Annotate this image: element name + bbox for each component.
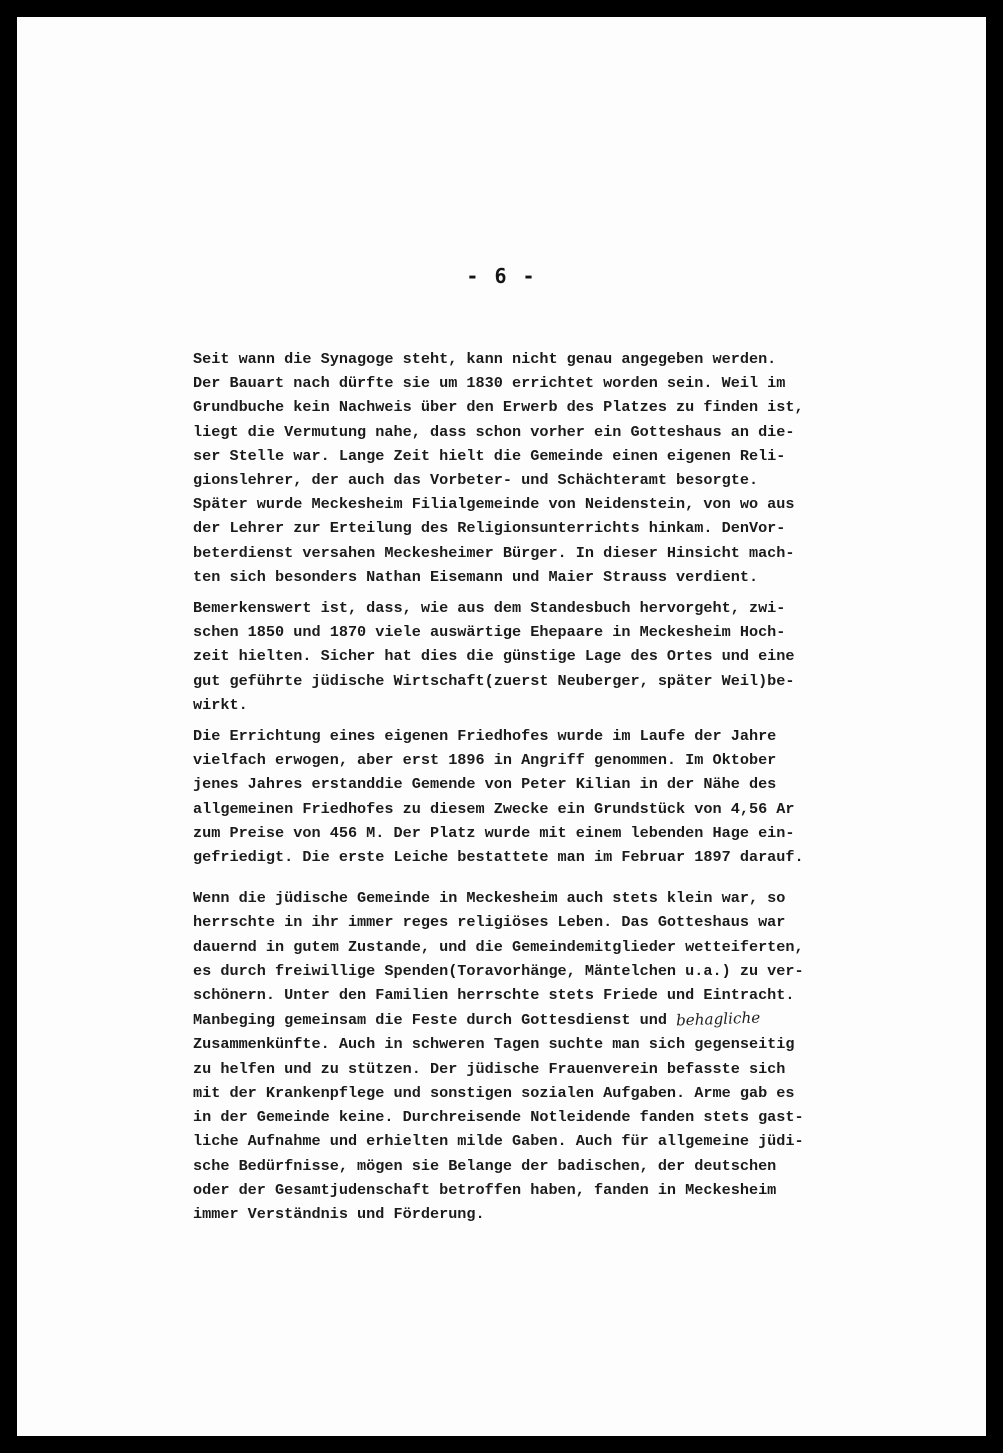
text-line: zeit hielten. Sicher hat dies die günstige Lage des Ortes und eine <box>193 647 795 666</box>
text-line: gionslehrer, der auch das Vorbeter- und Schächteramt besorgte. <box>193 471 759 490</box>
text-line: sche Bedürfnisse, mögen sie Belange der badischen, der deutschen <box>193 1156 777 1175</box>
text-line: Der Bauart nach dürfte sie um 1830 errichtet worden sein. Weil im <box>193 374 786 393</box>
text-line: ten sich besonders Nathan Eisemann und Maier Strauss verdient. <box>193 567 759 586</box>
text-line: dauernd in gutem Zustande, und die Gemeindemitglieder wetteiferten, <box>193 937 804 956</box>
text-line: allgemeinen Friedhofes zu diesem Zwecke ein Grundstück von 4,56 Ar <box>193 799 795 818</box>
text-line: mit der Krankenpflege und sonstigen sozialen Aufgaben. Arme gab es <box>193 1083 795 1102</box>
typewritten-body <box>193 347 953 1226</box>
text-line: Später wurde Meckesheim Filialgemeinde von Neidenstein, von wo aus <box>193 495 795 514</box>
text-line: der Lehrer zur Erteilung des Religionsunterrichts hinkam. DenVor- <box>193 519 786 538</box>
paragraph-weddings <box>193 596 953 717</box>
text-line: oder der Gesamtjudenschaft betroffen haben, fanden in Meckesheim <box>193 1180 777 1199</box>
text-line: Bemerkenswert ist, dass, wie aus dem Standesbuch hervorgeht, zwi- <box>193 599 786 618</box>
text-line: zu helfen und zu stützen. Der jüdische Frauenverein befasste sich <box>193 1059 786 1078</box>
text-line: gefriedigt. Die erste Leiche bestattete man im Februar 1897 darauf. <box>193 848 804 867</box>
paragraph-gap <box>193 869 953 886</box>
text-line: in der Gemeinde keine. Durchreisende Notleidende fanden stets gast- <box>193 1108 804 1127</box>
text-line: Die Errichtung eines eigenen Friedhofes wurde im Laufe der Jahre <box>193 727 777 746</box>
text-line: es durch freiwillige Spenden(Toravorhänge, Mäntelchen u.a.) zu ver- <box>193 961 804 980</box>
text-line: zum Preise von 456 M. Der Platz wurde mit einem lebenden Hage ein- <box>193 823 795 842</box>
text-line-with-insert <box>193 1007 953 1032</box>
text-line: jenes Jahres erstanddie Gemende von Peter Kilian in der Nähe des <box>193 775 777 794</box>
text-line: liegt die Vermutung nahe, dass schon vorher ein Gotteshaus an die- <box>193 422 795 441</box>
text-line: gut geführte jüdische Wirtschaft(zuerst Neuberger, später Weil)be- <box>193 671 795 690</box>
text-line: beterdienst versahen Meckesheimer Bürger. In dieser Hinsicht mach- <box>193 543 795 562</box>
paragraph-gap <box>193 717 953 724</box>
paragraph-community-life <box>193 886 953 1226</box>
text-line: Grundbuche kein Nachweis über den Erwerb des Platzes zu finden ist, <box>193 398 804 417</box>
text-line: herrschte in ihr immer reges religiöses Leben. Das Gotteshaus war <box>193 913 786 932</box>
text-line: Zusammenkünfte. Auch in schweren Tagen suchte man sich gegenseitig <box>193 1035 795 1054</box>
text-line: ser Stelle war. Lange Zeit hielt die Gemeinde einen eigenen Reli- <box>193 446 786 465</box>
text-line: Wenn die jüdische Gemeinde in Meckesheim auch stets klein war, so <box>193 889 786 908</box>
text-fragment: Manbeging gemeinsam die Feste durch Gottesdienst und <box>193 1011 677 1030</box>
page-number: - 6 - <box>466 264 537 288</box>
text-line: immer Verständnis und Förderung. <box>193 1204 485 1223</box>
handwritten-insert: behagliche <box>675 1008 761 1030</box>
text-line: wirkt. <box>193 695 248 714</box>
document-page <box>17 17 986 1436</box>
text-line: vielfach erwogen, aber erst 1896 in Angriff genommen. Im Oktober <box>193 751 777 770</box>
paragraph-gap <box>193 589 953 596</box>
paragraph-cemetery <box>193 724 953 869</box>
text-line: schönern. Unter den Familien herrschte stets Friede und Eintracht. <box>193 986 795 1005</box>
paragraph-synagogue <box>193 347 953 589</box>
text-line: liche Aufnahme und erhielten milde Gaben. Auch für allgemeine jüdi- <box>193 1132 804 1151</box>
text-line: schen 1850 und 1870 viele auswärtige Ehepaare in Meckesheim Hoch- <box>193 623 786 642</box>
text-line: Seit wann die Synagoge steht, kann nicht genau angegeben werden. <box>193 350 777 368</box>
